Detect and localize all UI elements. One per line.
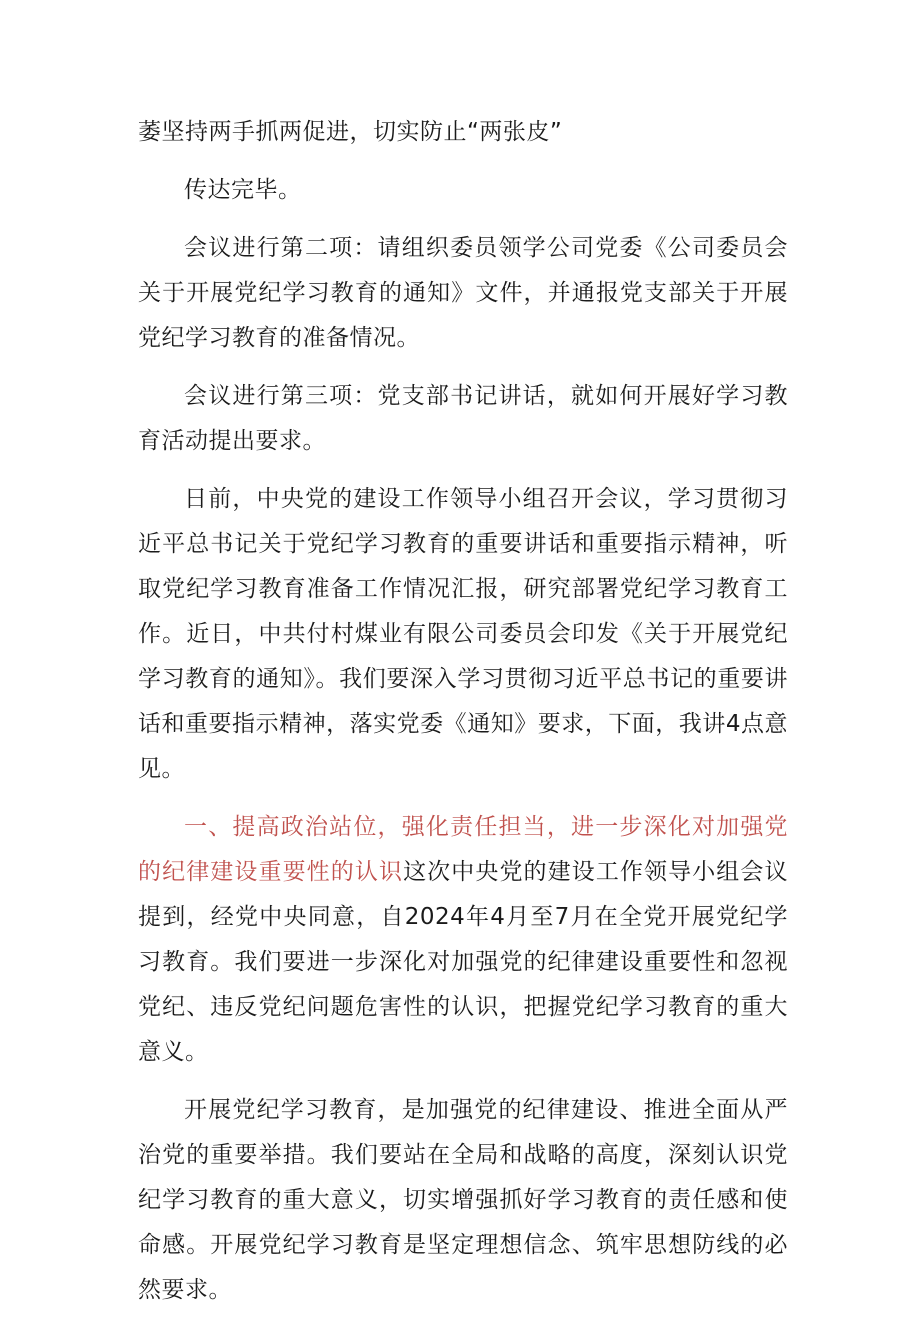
paragraph-background: 日前，中央党的建设工作领导小组召开会议，学习贯彻习近平总书记关于党纪学习教育的重要讲话和重要指示精神，听取党纪学习教育准备工作情况汇报，研究部署党纪学习教育工作。近日，中共付村煤业有限公司委员会印发《关于开展党纪学习教育的通知》。我们要深入学习贯彻习近平总书记的重要讲话和重要指示精神，落实党委《通知》要求，下面，我讲4点意见。 <box>138 486 788 782</box>
paragraph-relay-complete: 传达完毕。 <box>184 177 302 203</box>
paragraph-significance: 开展党纪学习教育，是加强党的纪律建设、推进全面从严治党的重要举措。我们要站在全局和战略的高度，深刻认识党纪学习教育的重大意义，切实增强抓好学习教育的责任感和使命感。开展党纪学习教育是坚定理想信念、筑牢思想防线的必然要求。 <box>138 1097 788 1303</box>
document-body <box>138 110 788 1326</box>
paragraph-continuation: 萎坚持两手抓两促进，切实防止“两张皮” <box>138 119 563 145</box>
paragraph-agenda-item-two: 会议进行第二项：请组织委员领学公司党委《公司委员会关于开展党纪学习教育的通知》文件，并通报党支部关于开展党纪学习教育的准备情况。 <box>138 235 788 351</box>
section-heading-point-one: 一、提高政治站位，强化责任担当，进一步深化对加强党的纪律建设重要性的认识 <box>138 814 788 885</box>
paragraph-point-one-body: 这次中央党的建设工作领导小组会议提到，经党中央同意，自2024年4月至7月在全党开展党纪学习教育。我们要进一步深化对加强党的纪律建设重要性和忽视党纪、违反党纪问题危害性的认识，把握党纪学习教育的重大意义。 <box>138 859 789 1065</box>
paragraph-point-one <box>138 805 788 1075</box>
paragraph-agenda-item-three: 会议进行第三项：党支部书记讲话，就如何开展好学习教育活动提出要求。 <box>138 383 788 454</box>
